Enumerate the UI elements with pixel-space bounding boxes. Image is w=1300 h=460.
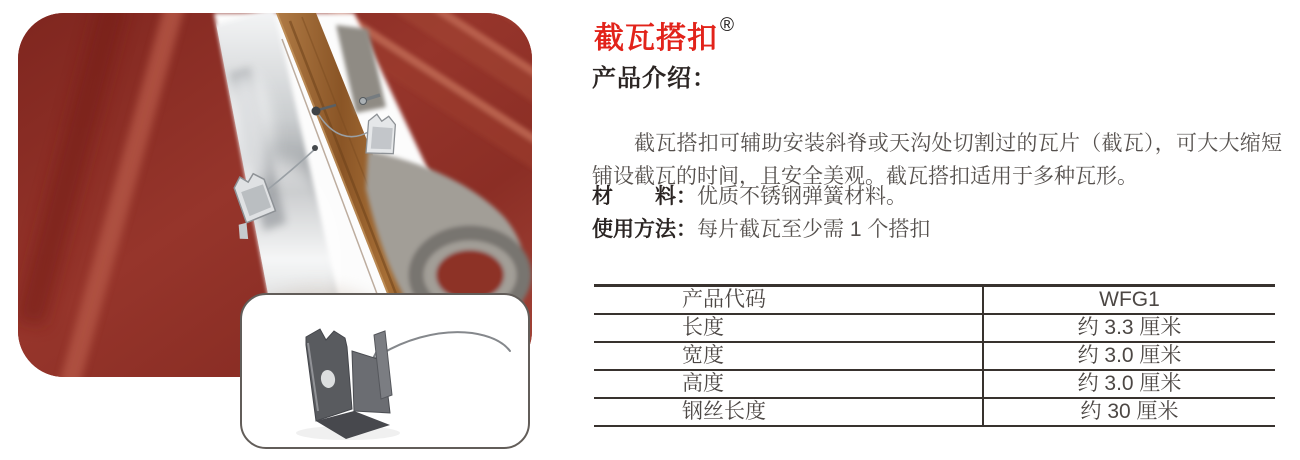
- product-closeup-inset: [240, 293, 530, 449]
- spec-value-cell: 约 3.0 厘米: [1077, 344, 1182, 367]
- usage-value: 每片截瓦至少需 1 个搭扣: [697, 218, 931, 241]
- spec-value-cell: 约 3.0 厘米: [1077, 372, 1182, 395]
- spec-value-cell: WFG1: [1099, 288, 1160, 311]
- spec-table: [594, 284, 1275, 427]
- table-row: [594, 371, 1275, 399]
- table-row: [594, 315, 1275, 343]
- product-description: 截瓦搭扣可辅助安装斜脊或天沟处切割过的瓦片（截瓦），可大大缩短铺设截瓦的时间，且安全美观。截瓦搭扣适用于多种瓦形。: [592, 132, 1282, 188]
- section-heading: 产品介绍：: [592, 65, 717, 92]
- spec-label-cell: 宽度: [594, 343, 984, 369]
- spec-label-cell: 钢丝长度: [594, 399, 984, 425]
- material-label: 材 料：: [592, 185, 697, 208]
- spec-value-cell: 约 30 厘米: [1080, 400, 1179, 423]
- spec-value-cell: 约 3.3 厘米: [1077, 316, 1182, 339]
- clip-closeup-graphic: [242, 295, 524, 443]
- product-title: 截瓦搭扣: [594, 22, 718, 55]
- registered-trademark: ®: [720, 14, 734, 36]
- material-value: 优质不锈钢弹簧材料。: [697, 185, 907, 208]
- table-row: [594, 287, 1275, 315]
- usage-line: [592, 213, 930, 243]
- material-line: [592, 180, 907, 210]
- spec-label-cell: 长度: [594, 315, 984, 341]
- spec-label-cell: 高度: [594, 371, 984, 397]
- table-row: [594, 399, 1275, 427]
- table-row: [594, 343, 1275, 371]
- usage-label: 使用方法：: [592, 218, 697, 241]
- spec-label-cell: 产品代码: [594, 287, 984, 313]
- page-title: [594, 13, 732, 57]
